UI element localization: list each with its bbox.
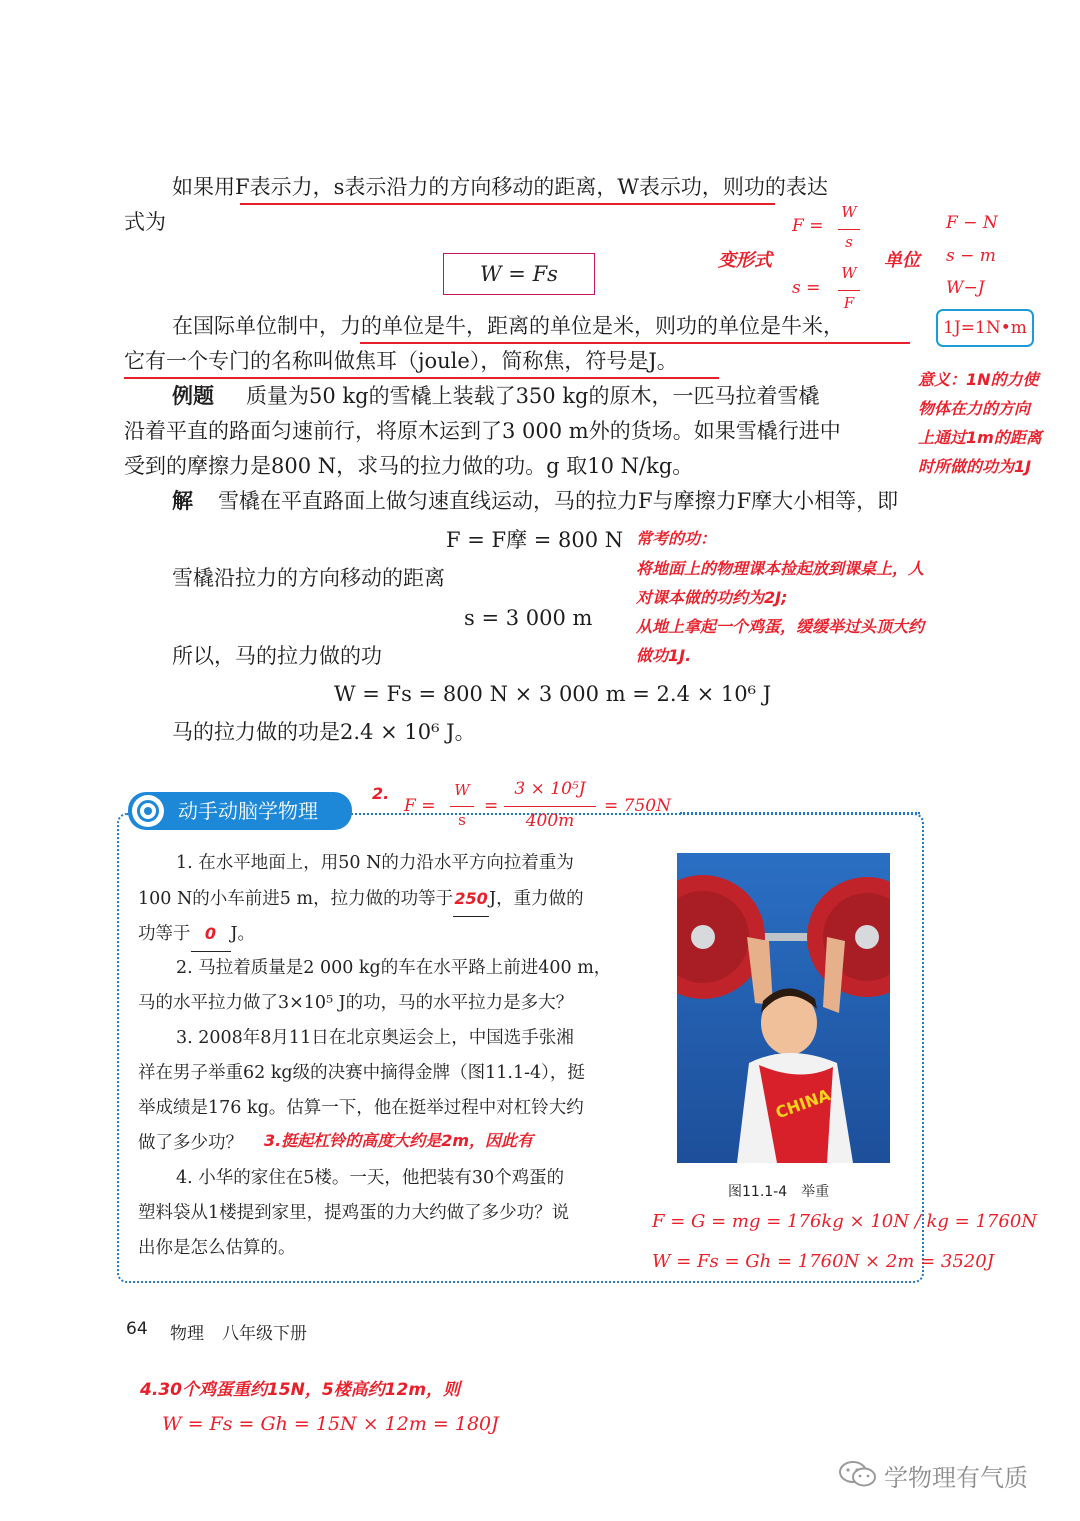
equation-distance: s = 3 000 m	[464, 606, 593, 630]
paragraph-2-line-1: 在国际单位制中，力的单位是牛，距离的单位是米，则功的单位是牛米，	[172, 314, 844, 338]
variant-s-fraction	[838, 264, 860, 316]
question-1-line-2-text: J，重力做的	[489, 889, 584, 909]
page-number: 64	[126, 1319, 148, 1339]
example-line-2: 沿着平直的路面匀速前行，将原木运到了3 000 m外的货场。如果雪橇行进中	[124, 419, 841, 443]
exercise-title: 动手动脑学物理	[178, 799, 318, 823]
question-2-line-1: 2. 马拉着质量是2 000 kg的车在水平路上前进400 m，	[176, 958, 612, 978]
equation-friction: F = F摩 = 800 N	[446, 528, 624, 552]
answer-1-gravity-blank: 0	[191, 916, 231, 952]
question-1-line-1: 1. 在水平地面上，用50 N的力沿水平方向拉着重为	[176, 853, 574, 873]
variant-f-denominator: s	[845, 233, 853, 251]
question-1-line-2-text: 100 N的小车前进5 m，拉力做的功等于	[138, 889, 454, 909]
fraction-bar	[838, 290, 860, 291]
common-work-title: 常考的功：	[636, 529, 717, 548]
variant-f-numerator: W	[841, 203, 857, 221]
question-3-line-1: 3. 2008年8月11日在北京奥运会上，中国选手张湘	[176, 1028, 574, 1048]
question-1-line-2	[138, 881, 584, 917]
joule-definition-box	[936, 309, 1034, 347]
answer-4-note: 4.30个鸡蛋重约15N，5楼高约12m，则	[140, 1380, 461, 1400]
grade-label: 八年级下册	[222, 1324, 307, 1344]
answer-1-work-blank: 250	[453, 881, 489, 917]
question-4-line-1: 4. 小华的家住在5楼。一天，他把装有30个鸡蛋的	[176, 1168, 565, 1188]
wechat-icon	[838, 1460, 878, 1488]
variant-s-numerator: W	[841, 264, 857, 282]
solution-line-2: 雪橇沿拉力的方向移动的距离	[172, 566, 445, 590]
example-line-3: 受到的摩擦力是800 N，求马的拉力做的功。g 取10 N/kg。	[124, 454, 694, 478]
equation-work: W = Fs = 800 N × 3 000 m = 2.4 × 10⁶ J	[334, 682, 772, 706]
watermark-text: 学物理有气质	[884, 1464, 1028, 1492]
unit-label: 单位	[884, 250, 920, 271]
unit-force: F − N	[946, 213, 998, 233]
variant-s-lhs: s =	[792, 278, 821, 298]
variant-forms-label: 变形式	[718, 250, 772, 271]
question-3-line-2: 祥在男子举重62 kg级的决赛中摘得金牌（图11.1-4），挺	[138, 1063, 585, 1083]
question-1-line-3-text: J。	[230, 924, 256, 944]
unit-distance: s − m	[946, 246, 996, 266]
variant-f-fraction	[838, 203, 860, 255]
meaning-note-line-4: 时所做的功为1J	[918, 457, 1032, 476]
answer-2-label: 2.	[372, 784, 390, 803]
question-3-line-3: 举成绩是176 kg。估算一下，他在挺举过程中对杠铃大约	[138, 1098, 584, 1118]
dotted-divider	[680, 812, 920, 814]
solution-line-1: 雪橇在平直路面上做匀速直线运动，马的拉力F与摩擦力F摩大小相等，即	[218, 489, 899, 513]
red-underline	[360, 342, 910, 344]
figure-caption: 图11.1-4 举重	[728, 1184, 830, 1200]
variant-f-lhs: F =	[792, 216, 824, 236]
meaning-note-line-3: 上通过1m的距离	[918, 428, 1042, 447]
solution-line-3: 所以，马的拉力做的功	[172, 644, 382, 668]
fraction-bar	[450, 806, 474, 807]
common-work-line-4: 做功1J.	[636, 646, 692, 665]
meaning-note-line-1: 意义：1N的力使	[918, 370, 1039, 389]
answer-2-numerator-1: W	[454, 781, 470, 799]
meaning-note-line-2: 物体在力的方向	[918, 399, 1031, 418]
question-1-line-3-text: 功等于	[138, 924, 191, 944]
common-work-line-2: 对课本做的功约为2J;	[636, 588, 788, 607]
weightlifting-photo	[677, 853, 890, 1163]
paragraph-1-line-2: 式为	[124, 210, 166, 234]
common-work-line-3: 从地上拿起一个鸡蛋，缓缓举过头顶大约	[636, 617, 925, 636]
unit-work: W−J	[946, 278, 985, 298]
answer-2-equals: =	[484, 796, 499, 816]
question-2-line-2: 马的水平拉力做了3×10⁵ J的功，马的水平拉力是多大？	[138, 993, 574, 1013]
subject-label: 物理	[170, 1324, 204, 1344]
question-3-line-4: 做了多少功？	[138, 1133, 243, 1153]
answer-3-equation-1: F = G = mg = 176kg × 10N / kg = 1760N	[652, 1211, 1038, 1232]
answer-2-denominator-2: 400m	[525, 811, 575, 831]
question-4-line-3: 出你是怎么估算的。	[138, 1238, 296, 1258]
formula-box	[443, 253, 595, 295]
example-label: 例题	[172, 384, 214, 408]
answer-2-denominator-1: s	[458, 811, 466, 829]
solution-label: 解	[172, 489, 193, 513]
target-icon	[132, 795, 164, 827]
answer-4-equation: W = Fs = Gh = 15N × 12m = 180J	[162, 1413, 499, 1435]
solution-answer: 马的拉力做的功是2.4 × 10⁶ J。	[172, 720, 476, 744]
joule-definition: 1J=1N•m	[943, 318, 1027, 338]
answer-2-result: = 750N	[604, 796, 671, 816]
common-work-line-1: 将地面上的物理课本捡起放到课桌上，人	[636, 559, 925, 578]
red-underline	[240, 203, 775, 205]
answer-2-fraction-2	[504, 779, 596, 835]
variant-s-denominator: F	[843, 294, 855, 312]
fraction-bar	[838, 229, 860, 230]
work-formula: W = Fs	[480, 262, 558, 286]
example-line-1: 质量为50 kg的雪橇上装载了350 kg的原木，一匹马拉着雪橇	[246, 384, 820, 408]
jersey-text: CHINA	[772, 1085, 833, 1123]
paragraph-2-line-2: 它有一个专门的名称叫做焦耳（joule），简称焦，符号是J。	[124, 349, 678, 373]
paragraph-1-line-1: 如果用F表示力，s表示沿力的方向移动的距离，W表示功，则功的表达	[172, 175, 828, 199]
fraction-bar	[504, 806, 596, 807]
answer-3-equation-2: W = Fs = Gh = 1760N × 2m = 3520J	[652, 1251, 994, 1272]
exercise-title-tab	[128, 792, 352, 830]
answer-2-numerator-2: 3 × 10⁵J	[514, 779, 586, 799]
answer-2-fraction-1	[450, 781, 474, 833]
question-4-line-2: 塑料袋从1楼提到家里，提鸡蛋的力大约做了多少功？说	[138, 1203, 570, 1223]
answer-2-lhs: F =	[404, 796, 436, 816]
question-1-line-3	[138, 916, 255, 952]
answer-3-note: 3.挺起杠铃的高度大约是2m，因此有	[264, 1131, 534, 1150]
red-underline	[124, 377, 719, 379]
